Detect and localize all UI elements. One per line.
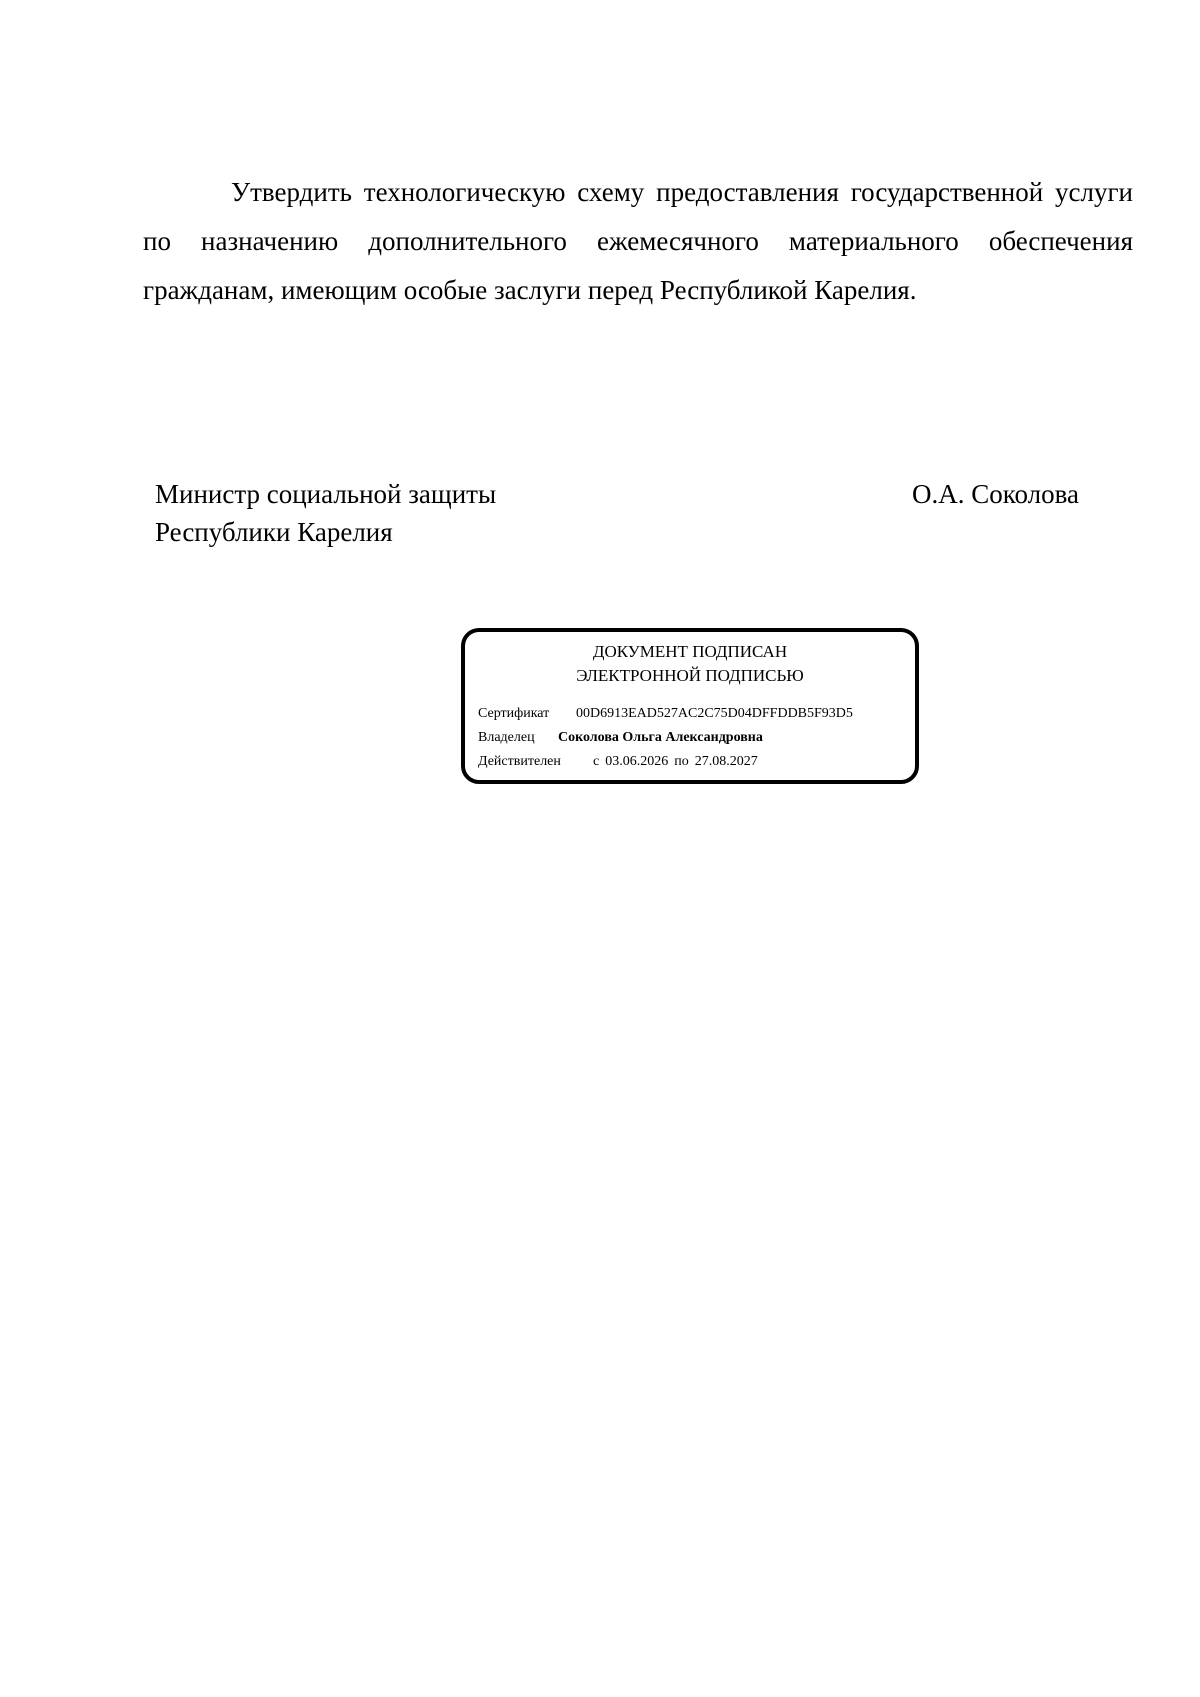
validity-label: Действителен [478,754,561,769]
owner-value: Соколова Ольга Александровна [558,730,763,745]
valid-from-date: 03.06.2026 [605,754,669,769]
electronic-signature-stamp [461,628,919,784]
stamp-validity-row [478,753,758,771]
signatory-position [155,475,715,551]
signatory-position-line-1: Министр социальной защиты [155,479,497,509]
stamp-title-line-2: ЭЛЕКТРОННОЙ ПОДПИСЬЮ [576,666,804,685]
signatory-name: О.А. Соколова [912,479,1079,509]
approval-paragraph: Утвердить технологическую схему предоставления государственной услуги по назначению дополнительного ежемесячного материального обеспечения гражданам, имеющим особые заслуги перед Республикой Карелия. [143,177,1133,305]
valid-from-prefix: с [593,754,600,769]
stamp-certificate-row [478,705,853,723]
certificate-label: Сертификат [478,706,550,721]
signatory-position-line-2: Республики Карелия [155,517,393,547]
stamp-owner-row [478,729,763,747]
stamp-title [465,640,915,688]
certificate-value: 00D6913EAD527AC2C75D04DFFDDB5F93D5 [576,706,853,721]
stamp-title-line-1: ДОКУМЕНТ ПОДПИСАН [592,642,788,661]
owner-label: Владелец [478,730,535,745]
valid-to-prefix: по [674,754,689,769]
valid-to-date: 27.08.2027 [694,754,758,769]
